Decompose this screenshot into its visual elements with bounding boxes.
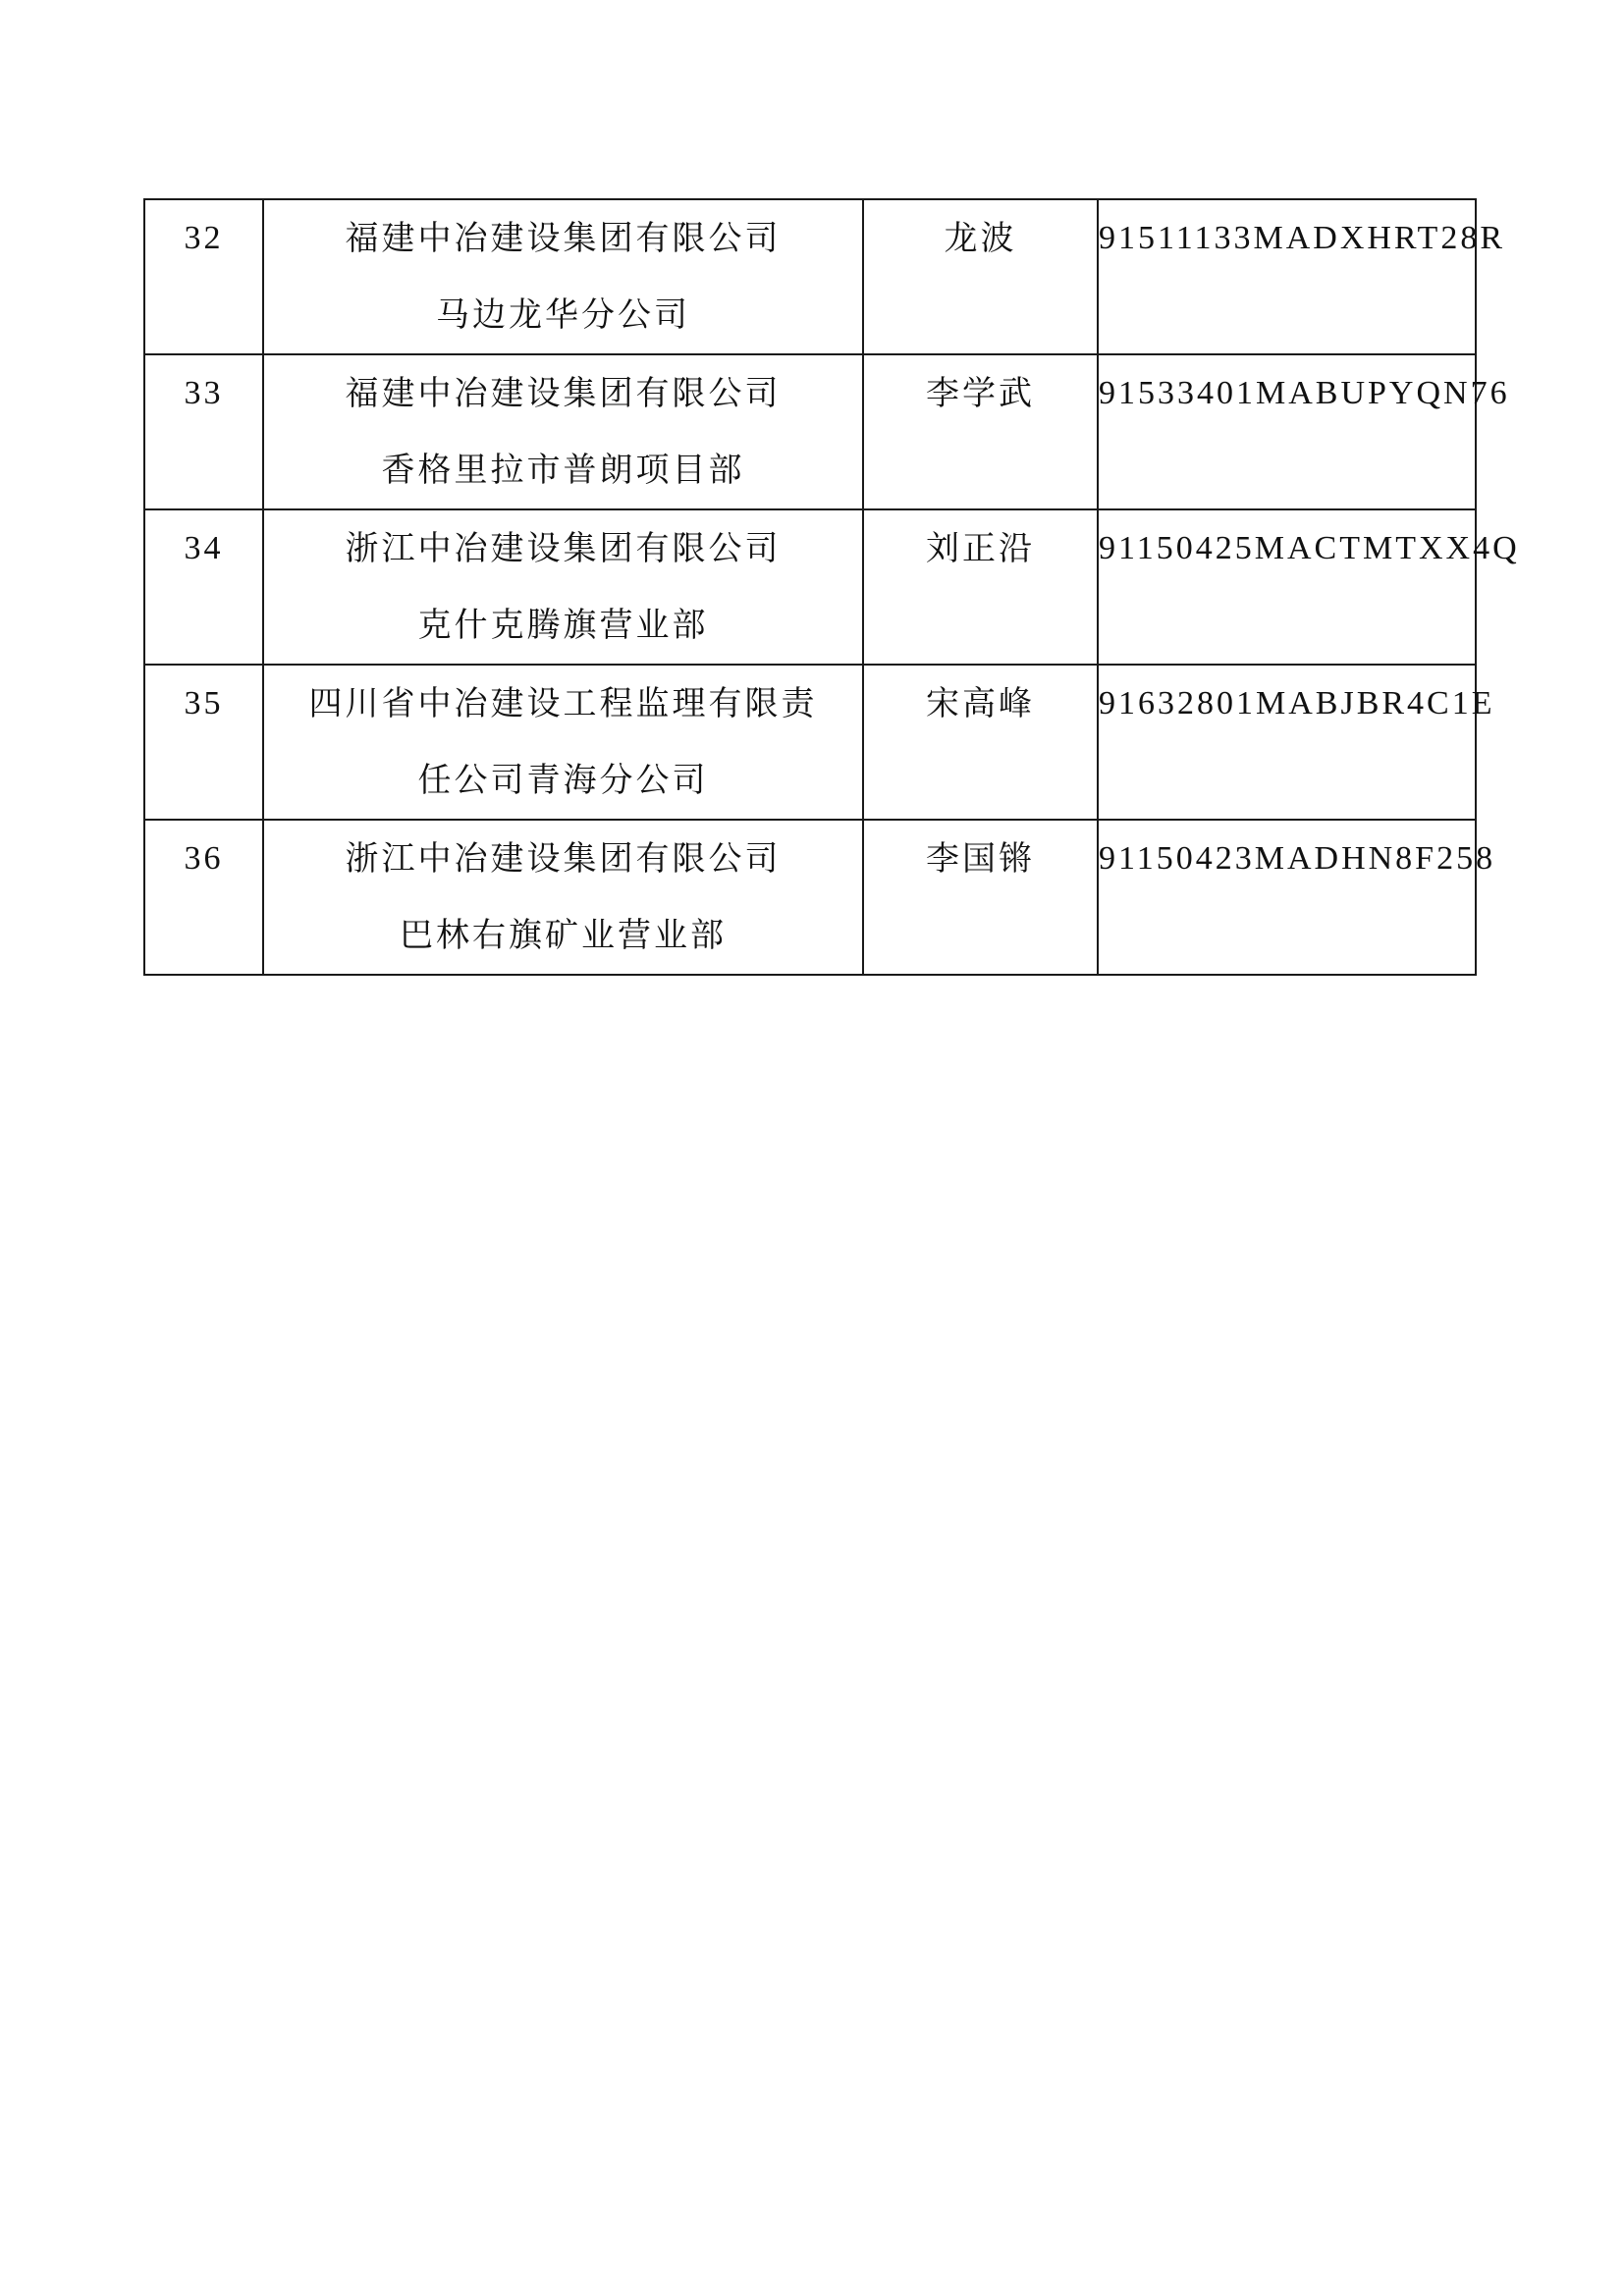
company-name-line-1: 浙江中冶建设集团有限公司: [345, 529, 782, 568]
responsible-person: 龙波: [863, 199, 1098, 354]
row-index: 36: [144, 820, 263, 975]
company-name: [263, 509, 863, 665]
responsible-person: 宋高峰: [863, 665, 1098, 820]
credit-code: 91150423MADHN8F258: [1098, 820, 1476, 975]
credit-code: 91150425MACTMTXX4Q: [1098, 509, 1476, 665]
company-table: [143, 198, 1520, 976]
company-name-line-1: 福建中冶建设集团有限公司: [345, 219, 782, 258]
credit-code: 91511133MADXHRT28R: [1098, 199, 1476, 354]
credit-code: 91533401MABUPYQN76: [1098, 354, 1476, 509]
company-name-line-1: 浙江中冶建设集团有限公司: [345, 839, 782, 879]
table-row: [144, 354, 1476, 509]
row-index: 32: [144, 199, 263, 354]
credit-code: 91632801MABJBR4C1E: [1098, 665, 1476, 820]
table-row: [144, 509, 1476, 665]
responsible-person: 李国锵: [863, 820, 1098, 975]
company-name-line-2: 香格里拉市普朗项目部: [381, 451, 745, 490]
company-name-line-1: 四川省中冶建设工程监理有限责: [308, 684, 818, 723]
company-name: [263, 820, 863, 975]
row-index: 35: [144, 665, 263, 820]
row-index: 33: [144, 354, 263, 509]
company-name: [263, 665, 863, 820]
responsible-person: 李学武: [863, 354, 1098, 509]
table-row: [144, 665, 1476, 820]
table-row: [144, 820, 1476, 975]
company-name-line-1: 福建中冶建设集团有限公司: [345, 374, 782, 413]
company-name: [263, 199, 863, 354]
company-name-line-2: 马边龙华分公司: [436, 295, 690, 335]
table-row: [144, 199, 1476, 354]
company-name: [263, 354, 863, 509]
row-index: 34: [144, 509, 263, 665]
company-name-line-2: 克什克腾旗营业部: [417, 606, 709, 645]
company-name-line-2: 任公司青海分公司: [417, 761, 709, 800]
responsible-person: 刘正沿: [863, 509, 1098, 665]
company-name-line-2: 巴林右旗矿业营业部: [400, 916, 727, 955]
